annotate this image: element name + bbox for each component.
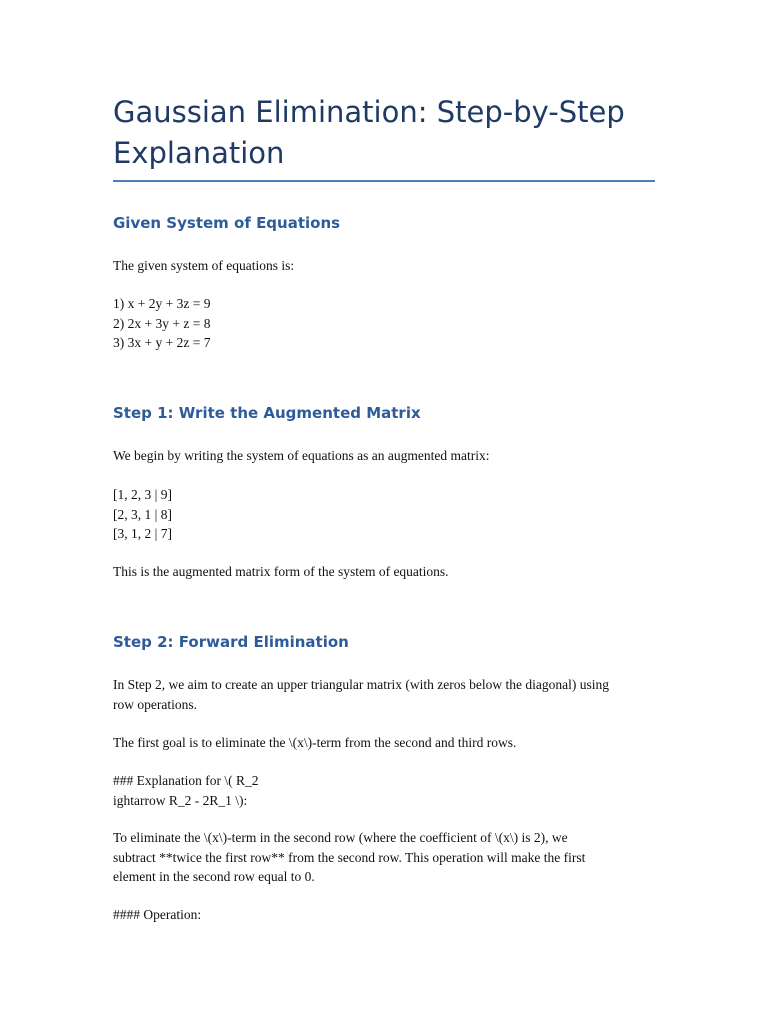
step2-paragraph-3 [113, 771, 658, 810]
equation-2: 2) 2x + 3y + z = 8 [113, 315, 211, 331]
step2-p1-line-1: In Step 2, we aim to create an upper triangular matrix (with zeros below the diagonal) using [113, 677, 609, 692]
matrix-row-3: [3, 1, 2 | 7] [113, 526, 172, 541]
step2-p3-line-2: ightarrow R_2 - 2R_1 \): [113, 792, 248, 808]
augmented-matrix [113, 485, 658, 544]
title-line-1: Gaussian Elimination: Step-by-Step [113, 95, 625, 129]
step2-paragraph-4 [113, 828, 658, 887]
equation-1: 1) x + 2y + 3z = 9 [113, 296, 211, 311]
heading-step-2: Step 2: Forward Elimination [113, 633, 349, 651]
heading-step-1: Step 1: Write the Augmented Matrix [113, 404, 421, 422]
title-line-2: Explanation [113, 136, 285, 170]
equation-3: 3) 3x + y + 2z = 7 [113, 335, 211, 350]
heading-given-system: Given System of Equations [113, 214, 341, 232]
document-title [113, 92, 658, 174]
step2-p3-line-1: ### Explanation for \( R_2 [113, 773, 259, 788]
step1-outro: This is the augmented matrix form of the system of equations. [113, 564, 449, 579]
step2-paragraph-2: The first goal is to eliminate the \(x\)-term from the second and third rows. [113, 735, 517, 750]
equations-list [113, 294, 658, 353]
given-intro: The given system of equations is: [113, 258, 295, 273]
matrix-row-2: [2, 3, 1 | 8] [113, 506, 172, 522]
step2-p1-line-2: row operations. [113, 696, 197, 712]
step1-intro: We begin by writing the system of equations as an augmented matrix: [113, 448, 490, 463]
step2-p4-line-2: subtract **twice the first row** from the second row. This operation will make the first [113, 849, 586, 865]
title-underline [113, 180, 655, 182]
step2-p4-line-3: element in the second row equal to 0. [113, 869, 315, 884]
matrix-row-1: [1, 2, 3 | 9] [113, 487, 172, 502]
step2-paragraph-1 [113, 675, 658, 714]
step2-paragraph-5: #### Operation: [113, 907, 202, 922]
step2-p4-line-1: To eliminate the \(x\)-term in the second row (where the coefficient of \(x\) is 2), we [113, 830, 568, 845]
